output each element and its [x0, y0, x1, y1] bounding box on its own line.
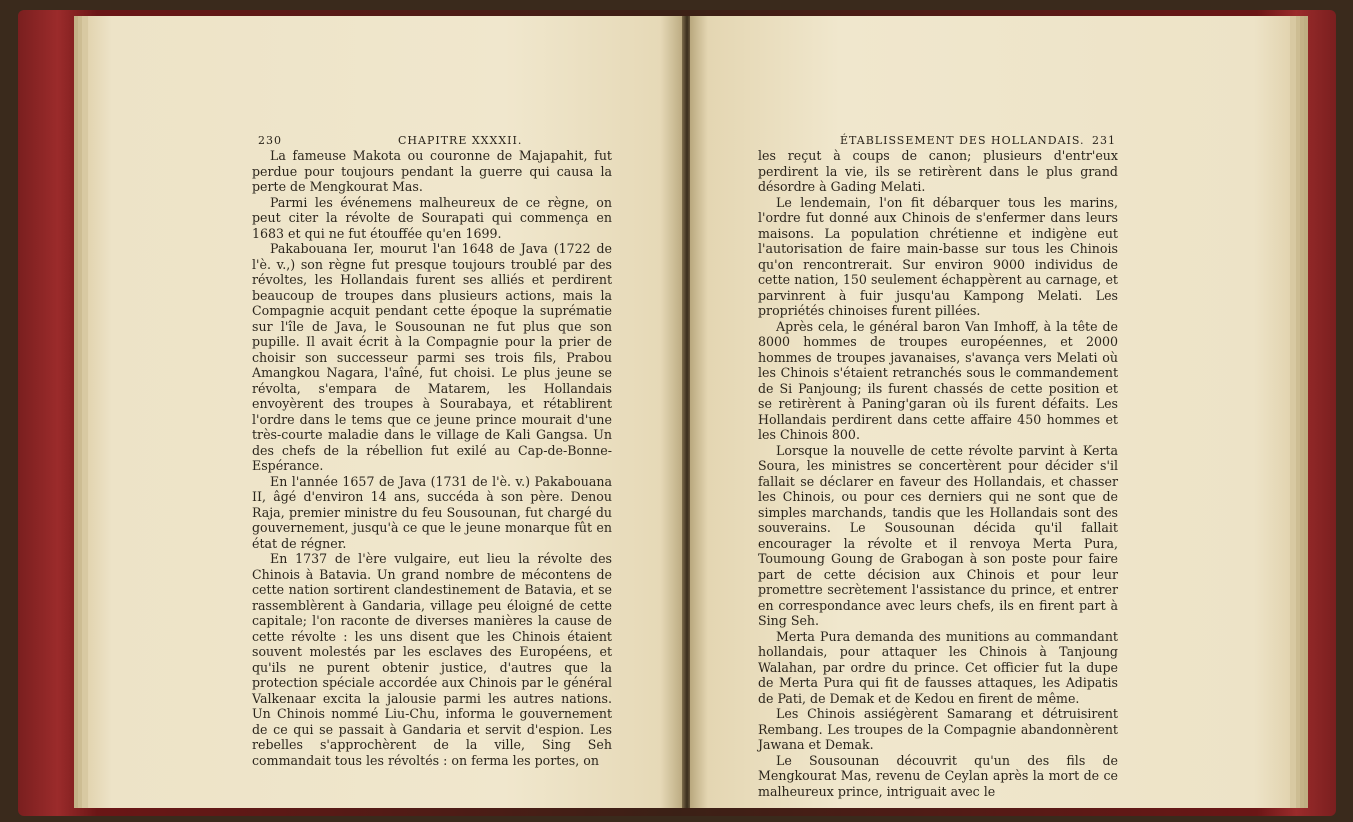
left-page — [88, 16, 684, 808]
paragraph: Les Chinois assiégèrent Samarang et détruisirent Rembang. Les troupes de la Compagnie abandonnèrent Jawana et Demak. — [758, 706, 1118, 752]
paragraph: En l'année 1657 de Java (1731 de l'è. v.) Pakabouana II, âgé d'environ 14 ans, succéda à son père. Denou Raja, premier ministre du feu Sousounan, fut chargé du gouvernement, jusqu'à ce que le jeune monarque fût en état de régner. — [252, 473, 612, 551]
paragraph: La fameuse Makota ou couronne de Majapahit, fut perdue pour toujours pendant la guerre qui causa la perte de Mengkourat Mas. — [252, 148, 612, 194]
paragraph: En 1737 de l'ère vulgaire, eut lieu la révolte des Chinois à Batavia. Un grand nombre de mécontens de cette nation sortirent clandestinement de Batavia, et se rassemblèrent à Gandaria, village peu éloigné de cette capitale; l'on raconte de diverses manières la cause de cette révolte : les uns disent que les Chinois étaient souvent molestés par les esclaves des Européens, et qu'ils ne purent obtenir justice, d'autres que la protection spéciale accordée aux Chinois par le général Valkenaar excita la jalousie parmi les autres nations. Un Chinois nommé Liu-Chu, informa le gouvernement de ce qui se passait à Gandaria et servit d'espion. Les rebelles s'approchèrent de la ville, Sing Seh commandait tous les révoltés : on ferma les portes, on — [252, 551, 612, 768]
left-page-number: 230 — [258, 134, 282, 147]
right-body — [758, 148, 1118, 799]
left-body — [252, 148, 612, 768]
paragraph: Le Sousounan découvrit qu'un des fils de Mengkourat Mas, revenu de Ceylan après la mort de ce malheureux prince, intriguait avec le — [758, 752, 1118, 799]
left-running-head: CHAPITRE XXXXII. — [398, 134, 523, 147]
paragraph: Pakabouana Ier, mourut l'an 1648 de Java (1722 de l'è. v.,) son règne fut presque toujours troublé par des révoltes, les Hollandais furent ses alliés et perdirent beaucoup de troupes dans plusieurs actions, mais la Compagnie acquit pendant cette époque la suprématie sur l'île de Java, le Sousounan ne fut plus que son pupille. Il avait écrit à la Compagnie pour la prier de choisir son successeur parmi ses trois fils, Prabou Amangkou Nagara, l'aîné, fut choisi. Le plus jeune se révolta, s'empara de Matarem, les Hollandais envoyèrent des troupes à Sourabaya, et rétablirent l'ordre dans le tems que ce jeune prince mourait d'une très-courte maladie dans le village de Kali Gangsa. Un des chefs de la rébellion fut exilé au Cap-de-Bonne-Espérance. — [252, 241, 612, 473]
right-running-head: ÉTABLISSEMENT DES HOLLANDAIS. — [840, 134, 1085, 147]
right-page — [690, 16, 1290, 808]
paragraph: Après cela, le général baron Van Imhoff, à la tête de 8000 hommes de troupes européennes, et 2000 hommes de troupes javanaises, s'avança vers Melati où les Chinois s'étaient retranchés sous le commandement de Si Panjoung; ils furent chassés de cette position et se retirèrent à Paning'garan où ils furent défaits. Les Hollandais perdirent dans cette affaire 450 hommes et les Chinois 800. — [758, 318, 1118, 442]
paragraph: Parmi les événemens malheureux de ce règne, on peut citer la révolte de Sourapati qui commença en 1683 et qui ne fut étouffée qu'en 1699. — [252, 194, 612, 241]
paragraph: Le lendemain, l'on fit débarquer tous les marins, l'ordre fut donné aux Chinois de s'enfermer dans leurs maisons. La population chrétienne et indigène eut l'autorisation de faire main-basse sur tous les Chinois qu'on rencontrerait. Sur environ 9000 individus de cette nation, 150 seulement échappèrent au carnage, et parvinrent à fuir jusqu'au Kampong Melati. Les propriétés chinoises furent pillées. — [758, 194, 1118, 318]
right-page-number: 231 — [1092, 134, 1116, 147]
paragraph: les reçut à coups de canon; plusieurs d'entr'eux perdirent la vie, ils se retirèrent dans le plus grand désordre à Gading Melati. — [758, 148, 1118, 194]
paragraph: Merta Pura demanda des munitions au commandant hollandais, pour attaquer les Chinois à Tanjoung Walahan, par ordre du prince. Cet officier fut la dupe de Merta Pura qui fit de fausses attaques, les Adipatis de Pati, de Demak et de Kedou en firent de même. — [758, 628, 1118, 706]
paragraph: Lorsque la nouvelle de cette révolte parvint à Kerta Soura, les ministres se concertèrent pour décider s'il fallait se déclarer en faveur des Hollandais, et chasser les Chinois, ou pour ces derniers qui ne sont que de simples marchands, tandis que les Hollandais sont des souverains. Le Sousounan décida qu'il fallait encourager la révolte et il renvoya Merta Pura, Toumoung Goung de Grabogan à son poste pour faire part de cette décision aux Chinois et pour leur promettre secrètement l'assistance du prince, et entrer en correspondance avec leurs chefs, ils en firent part à Sing Seh. — [758, 442, 1118, 628]
